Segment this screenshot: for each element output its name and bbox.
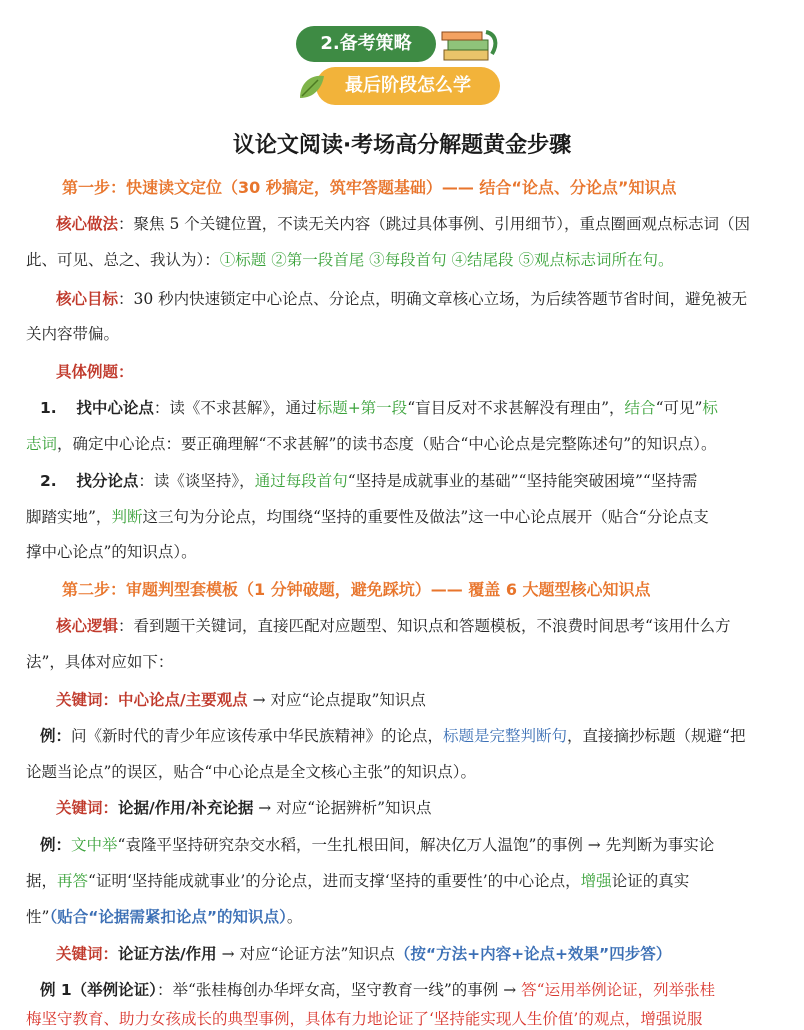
example-1: 1. 找中心论点：读《不求甚解》，通过标题+第一段“盲目反对不求甚解没有理由”，结合“可见”标 [40,399,718,417]
step1-core-method: 核心做法：聚焦 5 个关键位置，不读无关内容（跳过具体事例、引用细节），重点圈画观点标志词（因 [56,215,750,233]
example-b-cont2: 性”（贴合“论据需紧扣论点”的知识点）。 [26,908,303,926]
example-c-cont: 梅坚守教育、助力女孩成长的典型事例，具体有力地论证了‘坚持能实现人生价值’的观点，增强说服 [26,1010,703,1028]
leaf-icon [296,72,326,102]
example-c: 例 1（举例论证）：举“张桂梅创办华坪女高，坚守教育一线”的事例 → 答“运用举例论证，列举张桂 [40,981,716,999]
page-title: 议论文阅读·考场高分解题黄金步骤 [232,133,572,158]
example-b: 例：文中举“袁隆平坚持研究杂交水稻，一生扎根田间，解决亿万人温饱”的事例 → 先判断为事实论 [40,836,715,854]
key-positions: ①标题 ②第一段首尾 ③每段首句 ④结尾段 ⑤观点标志词所在句。 [219,251,674,269]
step2-core-logic: 核心逻辑：看到题干关键词，直接匹配对应题型、知识点和答题模板，不浪费时间思考“该用什么方 [56,617,731,635]
keyword-2: 关键词：论据/作用/补充论据 → 对应“论据辨析”知识点 [56,799,432,817]
step1-heading: 第一步：快速读文定位（30 秒搞定，筑牢答题基础）—— 结合“论点、分论点”知识点 [62,178,677,197]
core-method-label: 核心做法 [56,215,119,233]
step1-core-goal: 核心目标：30 秒内快速锁定中心论点、分论点，明确文章核心立场，为后续答题节省时间，避免被无 [56,290,748,308]
header-banner [0,0,804,110]
examples-label: 具体例题： [56,363,134,381]
example-2-cont2: 撑中心论点”的知识点）。 [26,543,197,561]
example-b-cont: 据，再答“证明‘坚持能成就事业’的分论点，进而支撑‘坚持的重要性’的中心论点，增强论证的真实 [26,872,690,890]
example-a: 例：问《新时代的青少年应该传承中华民族精神》的论点，标题是完整判断句，直接摘抄标题（规避“把 [40,727,746,745]
section-badge: 2.备考策略 [296,26,436,62]
step1-core-method-cont: 此、可见、总之、我认为）：①标题 ②第一段首尾 ③每段首句 ④结尾段 ⑤观点标志词所在句。 [26,251,674,269]
core-goal-label: 核心目标 [56,290,119,308]
example-2-cont: 脚踏实地”，判断这三句为分论点，均围绕“坚持的重要性及做法”这一中心论点展开（贴合“分论点支 [26,508,709,526]
step2-heading: 第二步：审题判型套模板（1 分钟破题，避免踩坑）—— 覆盖 6 大题型核心知识点 [62,580,651,599]
example-1-cont: 志词，确定中心论点：要正确理解“不求甚解”的读书态度（贴合“中心论点是完整陈述句”的知识点）。 [26,435,717,453]
example-2: 2. 找分论点：读《谈坚持》，通过每段首句“坚持是成就事业的基础”“坚持能突破困境”“坚持需 [40,472,698,490]
subtitle-badge: 最后阶段怎么学 [316,67,500,105]
example-a-cont: 论题当论点”的误区，贴合“中心论点是全文核心主张”的知识点）。 [26,763,477,781]
books-icon [440,28,500,64]
core-logic-label: 核心逻辑 [56,617,119,635]
keyword-3: 关键词：论证方法/作用 → 对应“论证方法”知识点（按“方法+内容+论点+效果”四步答） [56,945,672,963]
step1-core-goal-cont: 关内容带偏。 [26,325,120,343]
keyword-1: 关键词：中心论点/主要观点 → 对应“论点提取”知识点 [56,691,426,709]
step2-core-logic-cont: 法”，具体对应如下： [26,653,174,671]
